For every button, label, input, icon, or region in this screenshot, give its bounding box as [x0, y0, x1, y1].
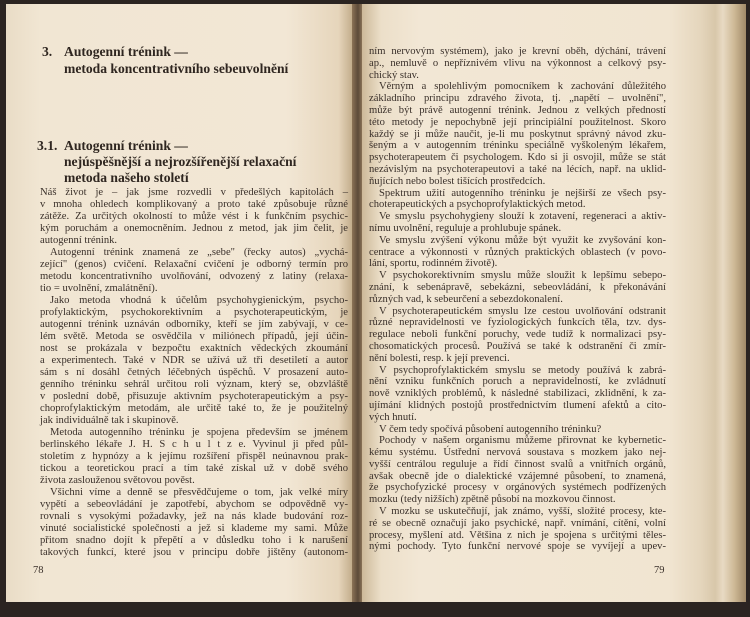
text-line: vých hnutí. [369, 411, 417, 423]
paragraph [40, 487, 348, 559]
text-line: nově vzniklých problémů, k následné stabilizaci, zklidnění, k za- [369, 388, 666, 400]
text-line: sám s ní dosáhl četných léčebných úspěchů. V prosazení auto- [40, 367, 348, 378]
text-line: V mozku se uskutečňují, jak známo, vyšší, složité procesy, kte- [379, 506, 666, 518]
section-title-line: metoda našeho století [64, 170, 189, 185]
text-line: jak individuálně tak i skupinově. [40, 415, 179, 426]
right-body-text [369, 46, 666, 553]
text-line: v mnoha ohledech komplikovaný a proto také způsobuje různé [40, 199, 348, 210]
paragraph [369, 365, 666, 424]
text-line: Autogenní trénink znamená ze „sebe" (řecky autos) „vychá- [50, 247, 348, 258]
paragraph [369, 270, 666, 305]
text-line: přitom snadno dojít k přepětí a v důsledku toho i k narušení [40, 535, 348, 546]
text-line: mozku (tedy nižších) zpětně působí na mozkovou činnost. [369, 494, 616, 506]
text-line: různé nepravidelnosti ve fyziologických funkcích těla, tzv. dys- [369, 317, 666, 329]
text-line: šeným a v autogenním tréninku speciálně vyškoleným lékařem, [369, 140, 666, 152]
text-line: choterapeutických a psychoprofylaktických metod. [369, 199, 586, 211]
paragraph [40, 427, 348, 487]
text-line: V psychoprofylaktickém smyslu se metody používá k zabrá- [379, 364, 666, 376]
text-line: Jako metoda vhodná k účelům psychohygienickým, psycho- [50, 295, 348, 306]
text-line: v poslední době, přisuzuje aktivním psychoterapeutickým a psy- [40, 391, 348, 402]
text-line: nění vzniku funkčních poruch a nepravidelností, ke zvládnutí [369, 376, 666, 388]
paragraph [369, 235, 666, 270]
text-line: V čem tedy spočívá působení autogenního tréninku? [379, 423, 602, 435]
text-line: ňujících nebo bolest tišících prostředcích. [369, 175, 546, 187]
paragraph [369, 506, 666, 553]
text-line: života zaslouženou světovou pověst. [40, 475, 195, 486]
left-body-text [40, 187, 348, 559]
text-line: Metoda autogenního tréninku je spojena především se jménem [50, 427, 348, 438]
right-page [362, 4, 746, 602]
text-line: nost se prokázala v bezpočtu exaktních vědeckých zkoumání [40, 343, 348, 354]
text-line: vyšší centrálou reguluje a řídí činnost svalů a vnitřních orgánů, [369, 458, 666, 470]
text-line: kým poruchám a onemocněním. Jednou z metod, jak jim čelit, je [40, 223, 348, 234]
text-line: může být právě autogenní trénink. Jednou z velkých předností [369, 104, 666, 116]
text-line: této metody je nepochybně její principiální použitelnost. Skoro [369, 116, 666, 128]
text-line: tickou a teoretickou prací a tím také získal už v době svého [40, 463, 348, 474]
text-line: avšak obecně jde o dialektické vzájemné působení, to znamená, [369, 470, 666, 482]
chapter-title-line: Autogenní trénink — [64, 44, 188, 59]
paragraph [369, 81, 666, 187]
text-line: centrace a výkonnosti v různých praktických oblastech (v povo- [369, 246, 666, 258]
section-title-line: nejúspěšnější a nejrozšířenější relaxační [64, 154, 297, 169]
paragraph [40, 187, 348, 247]
text-line: autogenní trénink. [40, 235, 118, 246]
chapter-number: 3. [42, 44, 53, 59]
paragraph [369, 306, 666, 365]
paragraph [369, 188, 666, 212]
paragraph [369, 435, 666, 506]
text-line: Ve smyslu psychohygieny slouží k zotavení, regeneraci a aktiv- [379, 211, 666, 223]
text-line: autogenní trénink uznáván odborníky, kteří se jím zabývají, v ce- [40, 319, 348, 330]
text-line: takových funkcí, které jsou v principu dobře jištěny (autonom- [40, 547, 348, 558]
left-page [6, 4, 356, 602]
text-line: Pochody v našem organismu můžeme přirovnat ke kybernetic- [379, 435, 666, 447]
paragraph [369, 211, 666, 235]
text-line: Spektrum užití autogenního tréninku je nejširší ze všech psy- [379, 187, 666, 199]
paragraph [40, 295, 348, 427]
text-line: vinuté socialistické společnosti a jež si klademe my sami. Může [40, 523, 348, 534]
text-line: Všichni víme a denně se přesvědčujeme o tom, jak velké míry [50, 487, 348, 498]
text-line: stoletím z hypnózy a k jejímu rozšíření přispěl neúnavnou prak- [40, 451, 348, 462]
text-line: Náš život je – jak jsme rozvedli v předešlých kapitolách – [40, 187, 348, 198]
text-line: profylaktickým, psychokorektivním a psychoterapeutickým, je [40, 307, 348, 318]
text-line: ujímání klidných postojů prostřednictvím tlumení afektů a cito- [369, 399, 666, 411]
text-line: regulace neboli funkční poruchy, vede tudíž k normalizaci psy- [369, 329, 666, 341]
page-number: 79 [654, 565, 665, 576]
text-line: chosomatických procesů. Používá se také k odstranění či zmír- [369, 340, 666, 352]
text-line: nými pochody. Tyto funkční nervové spoje se vyvíjejí a upev- [369, 541, 666, 553]
text-line: chický stav. [369, 69, 419, 81]
section-number: 3.1. [37, 138, 58, 153]
text-line: ním nervovým systémem), jako je krevní oběh, dýchání, trávení [369, 46, 666, 57]
text-line: ré se obecně označují jako psychické, např. vnímání, cítění, volní [369, 517, 666, 529]
text-line: kému systému. Ústřední nervová soustava s mozkem jako nej- [369, 447, 666, 459]
text-line: různých vad, k sebeurčení a sebezdokonalení. [369, 293, 563, 305]
text-line: psychoterapeutem či psychologem. Kdo si ji osvojil, může se stát [369, 152, 666, 164]
paragraph [369, 46, 666, 81]
page-number: 78 [33, 565, 44, 576]
section-title-line: Autogenní trénink — [64, 138, 188, 153]
text-line: a experimentech. Také v NDR se užívá už tři desetiletí a autor [40, 355, 348, 366]
text-line: každý se ji může naučit, je-li mu poskytnut správný návod zku- [369, 128, 666, 140]
text-line: ap., nemluvě o nepříznivém vlivu na výkonnost a celkový psy- [369, 57, 666, 69]
text-line: choprofylaktickým metodám, ale určitě také to, že je použitelný [40, 403, 348, 414]
text-line: berlinského lékaře J. H. S c h u l t z e. Vyvinul ji před půl- [40, 439, 348, 450]
text-line: zející" (genos) cvičení. Relaxační cvičení je odborný termín pro [40, 259, 348, 270]
text-line: V psychoterapeutickém smyslu lze cestou uvolňování odstranit [379, 305, 666, 317]
text-line: Věrným a spolehlivým pomocníkem k zachování důležitého [379, 81, 666, 93]
text-line: lém světě. Metoda se osvědčila v miliónech případů, její účin- [40, 331, 348, 342]
text-line: že psychofyzické procesy v orgánových systémech podřízených [369, 482, 666, 494]
text-line: nění bolesti, resp. k její prevenci. [369, 352, 510, 364]
text-line: V psychokorektivním smyslu může sloužit k lepšímu sebepo- [379, 270, 666, 282]
text-line: vypětí a sebeovládání je zapotřebí, abychom se odpovědně vy- [40, 499, 348, 510]
text-line: metodu koncentrativního uvolňování, odvozený z latiny (relaxa- [40, 271, 348, 282]
text-line: znání, k sebenápravě, sebekázni, sebeovládání, k překonávání [369, 281, 666, 293]
text-line: lání, sportu, rodinném životě). [369, 258, 498, 270]
text-line: zátěže. Za určitých okolností to může vést i k funkčním psychic- [40, 211, 348, 222]
paragraph [369, 424, 666, 436]
text-line: rovnali s vysokými požadavky, jež na nás klade budování roz- [40, 511, 348, 522]
paragraph [40, 247, 348, 295]
text-line: Ve smyslu zvýšení výkonu může být využit ke zvyšování kon- [379, 234, 666, 246]
text-line: nezávislým na psychoterapeutovi a také na lécích, např. na uklid- [369, 163, 666, 175]
text-line: nímu uvolnění, reguluje a prohlubuje spánek. [369, 222, 562, 234]
text-line: tio = uvolnění, zmalátnění). [40, 283, 158, 294]
chapter-title-line: metoda koncentrativního sebeuvolnění [64, 61, 289, 76]
text-line: základního principu zdravého života, tj. „napětí – uvolnění", [369, 93, 666, 105]
text-line: procesy, myšlení atd. Většina z nich je spojena s určitými těles- [369, 529, 666, 541]
text-line: genního tréninku sehrál určitou roli význam, který se, obzvláště [40, 379, 348, 390]
